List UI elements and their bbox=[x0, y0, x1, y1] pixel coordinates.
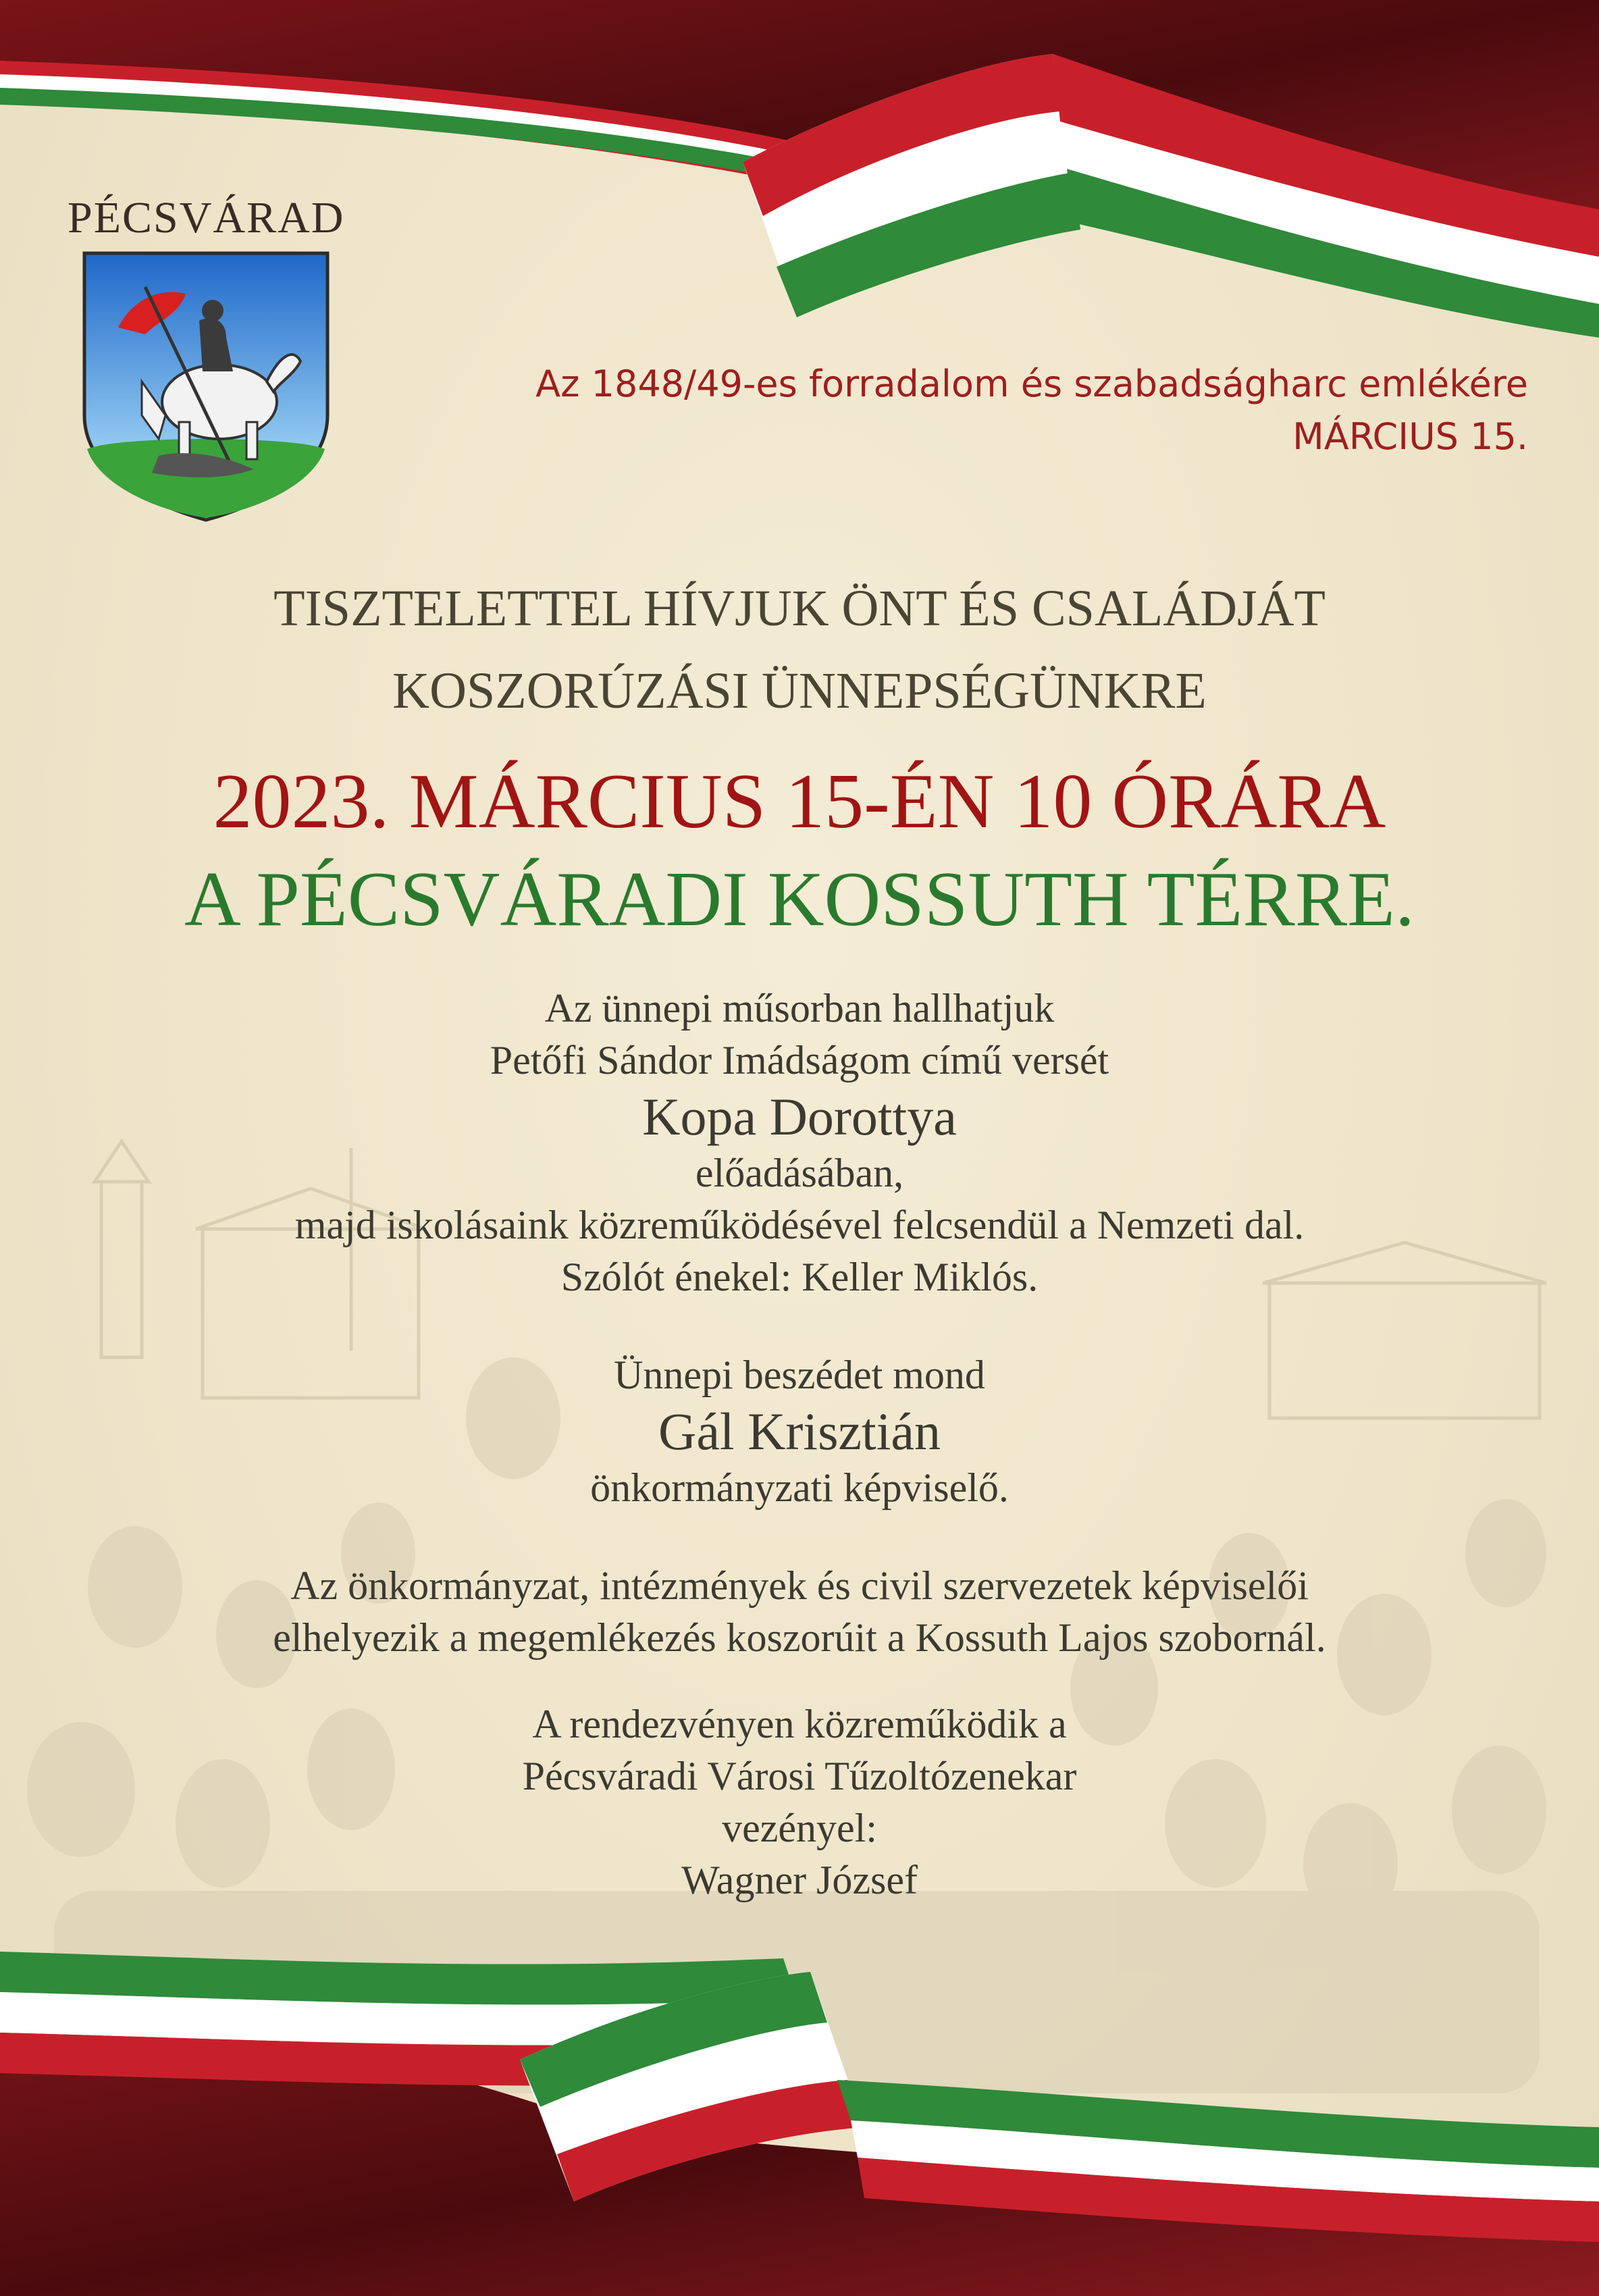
program-line: Szólót énekel: Keller Miklós. bbox=[560, 1255, 1039, 1299]
st-george-dragon-shield-icon bbox=[78, 246, 334, 523]
speech-section bbox=[0, 1349, 1599, 1514]
invitation-text bbox=[0, 567, 1599, 732]
conductor-name: Wagner József bbox=[681, 1858, 918, 1902]
subtitle-date: MÁRCIUS 15. bbox=[1292, 415, 1528, 458]
town-logo bbox=[68, 192, 344, 530]
program-line: Az ünnepi műsorban hallhatjuk bbox=[544, 986, 1055, 1030]
event-location: A PÉCSVÁRADI KOSSUTH TÉRRE. bbox=[184, 856, 1415, 943]
program-line: Petőfi Sándor Imádságom című versét bbox=[490, 1038, 1109, 1082]
program-line: előadásában, bbox=[695, 1151, 904, 1195]
speaker-role: önkormányzati képviselő. bbox=[590, 1465, 1009, 1510]
invitation-line: TISZTELETTEL HÍVJUK ÖNT ÉS CSALÁDJÁT bbox=[273, 580, 1326, 637]
performer-name: Kopa Dorottya bbox=[642, 1087, 957, 1146]
speech-line: Ünnepi beszédet mond bbox=[614, 1353, 985, 1397]
town-name: PÉCSVÁRAD bbox=[68, 193, 345, 242]
event-date-time: 2023. MÁRCIUS 15-ÉN 10 ÓRÁRA bbox=[213, 758, 1386, 845]
band-section bbox=[0, 1698, 1599, 1906]
band-line: Pécsváradi Városi Tűzoltózenekar bbox=[522, 1754, 1077, 1798]
program-section bbox=[0, 983, 1599, 1303]
program-line: majd iskolásaink közreműködésével felcsendül a Nemzeti dal. bbox=[294, 1203, 1305, 1247]
band-line: A rendezvényen közreműködik a bbox=[532, 1702, 1067, 1746]
wreath-line: Az önkormányzat, intézmények és civil szervezetek képviselői bbox=[290, 1563, 1309, 1608]
wreath-line: elhelyezik a megemlékezés koszorúit a Kossuth Lajos szobornál. bbox=[273, 1615, 1326, 1660]
band-line: vezényel: bbox=[722, 1806, 877, 1850]
invitation-line: KOSZORÚZÁSI ÜNNEPSÉGÜNKRE bbox=[392, 662, 1207, 719]
wreath-section bbox=[0, 1560, 1599, 1664]
speaker-name: Gál Krisztián bbox=[658, 1402, 941, 1461]
subtitle-line: Az 1848/49-es forradalom és szabadságharc emlékére bbox=[535, 363, 1528, 405]
header-subtitle bbox=[535, 358, 1528, 463]
